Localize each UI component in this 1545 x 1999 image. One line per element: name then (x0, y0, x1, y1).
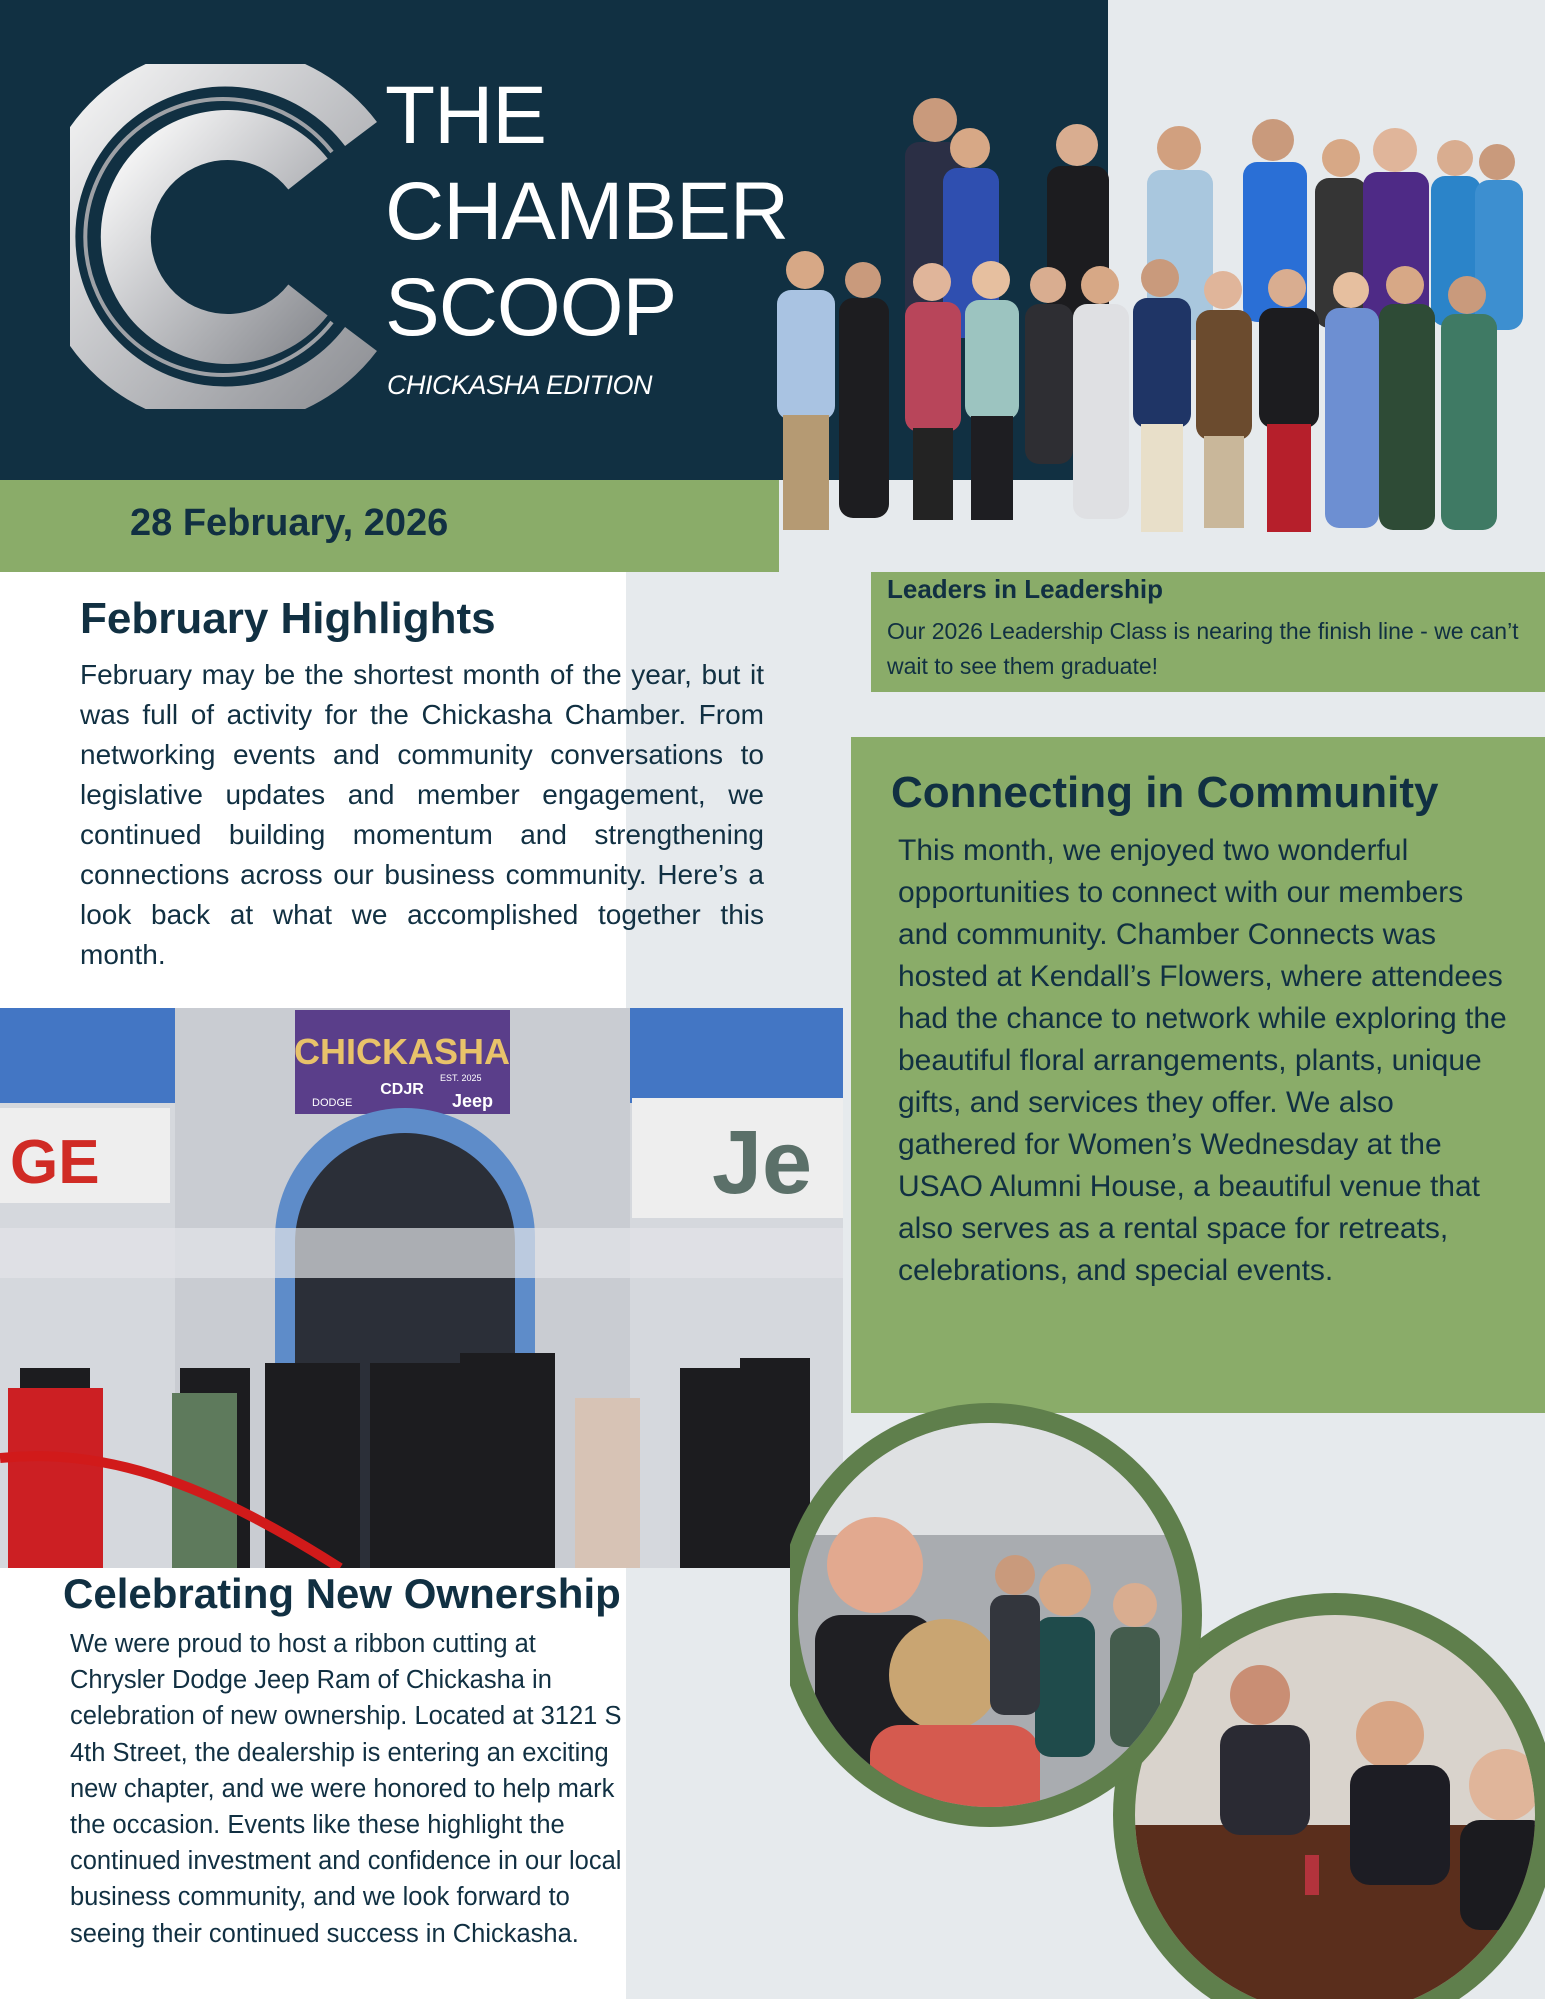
leadership-class-group-photo (755, 90, 1545, 570)
chamber-logo (70, 64, 390, 409)
ribbon-cutting-photo (0, 1008, 843, 1568)
banner-sub: CDJR (380, 1081, 424, 1098)
event-circle-photos (790, 1365, 1545, 1999)
february-highlights-text: February may be the shortest month of the year, but it was full of activity for the Chickasha Chamber. From networking events and community conversations to legislative updates and member engagement, we continued building momentum and strengthening connections across our business community. Here’s a look back at what we accomplished together this month. (80, 659, 764, 970)
banner-brand-left: DODGE (312, 1097, 353, 1109)
banner-est: EST. 2025 (440, 1073, 482, 1083)
connecting-community-title: Connecting in Community (891, 768, 1439, 817)
leaders-title: Leaders in Leadership (887, 574, 1163, 604)
masthead-title-line-1: THE (385, 70, 546, 161)
leaders-text: Our 2026 Leadership Class is nearing the finish line - we can’t wait to see them graduate! (887, 618, 1519, 679)
wall-sign-left: GE (10, 1128, 100, 1197)
masthead-edition: CHICKASHA EDITION (387, 370, 653, 400)
wall-sign-right: Je (712, 1113, 813, 1213)
issue-date: 28 February, 2026 (130, 502, 449, 544)
masthead-title-line-2: CHAMBER (385, 166, 789, 257)
new-ownership-text: We were proud to host a ribbon cutting at Chrysler Dodge Jeep Ram of Chickasha in celebration of new ownership. Located at 3121 S 4th Street, the dealership is entering an exciting new chapter, and we were honored to help mark the occasion. Events like these highlight the continued investment and confidence in our local business community, and we look forward to seeing their continued success in Chickasha. (70, 1630, 622, 1948)
masthead-title-line-3: SCOOP (385, 262, 677, 353)
banner-brand-right: Jeep (452, 1091, 494, 1111)
banner-text: CHICKASHA (294, 1031, 510, 1072)
new-ownership-title: Celebrating New Ownership (63, 1570, 621, 1617)
connecting-community-text: This month, we enjoyed two wonderful opportunities to connect with our members and community. Chamber Connects was hosted at Kendall’s Flowers, where attendees had the chance to network while exploring the beautiful floral arrangements, plants, unique gifts, and services they offer. We also gathered for Women’s Wednesday at the USAO Alumni House, a beautiful venue that also serves as a rental space for retreats, celebrations, and special events. (898, 834, 1507, 1287)
february-highlights-title: February Highlights (80, 594, 496, 643)
